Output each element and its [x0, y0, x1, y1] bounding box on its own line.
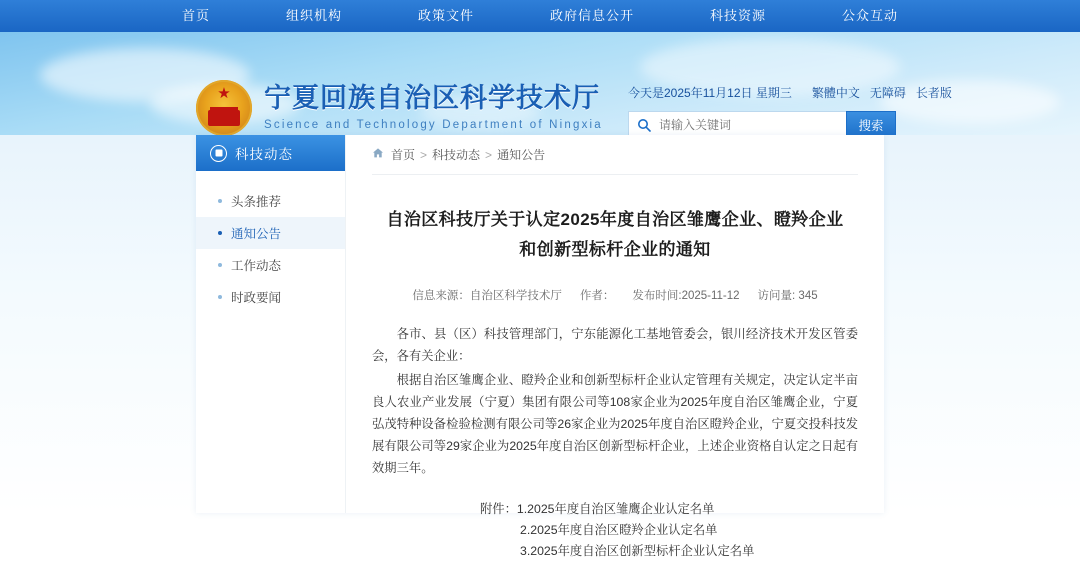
breadcrumb-separator: >: [485, 147, 493, 162]
article-paragraph: 根据自治区雏鹰企业、瞪羚企业和创新型标杆企业认定管理有关规定，决定认定半亩良人农业产业发展（宁夏）集团有限公司等108家企业为2025年度自治区雏鹰企业，宁夏弘茂特种设备检验检测有限公司等26家企业为2025年度自治区瞪羚企业，宁夏交投科技发展有限公司等29家企业为2025年度自治区创新型标杆企业，上述企业资格自认定之日起有效期三年。: [372, 373, 858, 475]
site-header: [0, 32, 1080, 135]
national-emblem-icon: [196, 80, 252, 136]
article-body: [372, 323, 858, 479]
attachment-row: [480, 541, 858, 562]
sidebar-item-label: 头条推荐: [231, 195, 282, 209]
compass-icon: [210, 145, 227, 162]
header-utility: [628, 84, 952, 139]
nav-item-resources[interactable]: 科技资源: [710, 8, 767, 23]
nav-item-policy[interactable]: 政策文件: [417, 8, 474, 23]
search-input[interactable]: [657, 117, 827, 133]
article-title-line-2: 和创新型标杆企业的通知: [519, 240, 711, 259]
nav-item-organization[interactable]: 组织机构: [285, 8, 342, 23]
attachment-link-3[interactable]: 3.2025年度自治区创新型标杆企业认定名单: [520, 544, 755, 558]
bullet-icon: [218, 231, 222, 235]
sidebar-header: [196, 135, 345, 171]
article-paragraph: 各市、县（区）科技管理部门，宁东能源化工基地管委会，银川经济技术开发区管委会，各有关企业：: [372, 327, 858, 363]
attachment-link-1[interactable]: 1.2025年度自治区雏鹰企业认定名单: [516, 502, 715, 516]
link-accessibility[interactable]: 无障碍: [869, 86, 906, 100]
bullet-icon: [218, 263, 222, 267]
nav-item-interaction[interactable]: 公众互动: [842, 8, 899, 23]
sidebar-item-label: 时政要闻: [231, 291, 282, 305]
attachments-label: 附件：: [480, 502, 517, 516]
home-icon: [372, 147, 384, 162]
content-card: [196, 135, 884, 558]
breadcrumb-item-home[interactable]: 首页: [391, 148, 416, 162]
article-views: 访问量: 345: [757, 290, 818, 302]
sidebar-header-label: 科技动态: [235, 147, 293, 162]
site-title-block: [264, 82, 603, 134]
bullet-icon: [218, 295, 222, 299]
article-attachments: [372, 499, 858, 562]
sidebar: [196, 135, 346, 513]
site-title-en: Science and Technology Department of Ningxia: [264, 119, 603, 131]
sidebar-item-label: 通知公告: [231, 227, 282, 241]
header-utility-line: [628, 84, 952, 101]
sidebar-list: [196, 171, 345, 313]
attachment-link-2[interactable]: 2.2025年度自治区瞪羚企业认定名单: [520, 523, 718, 537]
article-title: [372, 205, 858, 265]
sidebar-item-work-updates[interactable]: [196, 249, 345, 281]
bullet-icon: [218, 199, 222, 203]
breadcrumb: [372, 135, 858, 175]
sidebar-item-current-affairs[interactable]: [196, 281, 345, 313]
sidebar-item-label: 工作动态: [231, 259, 282, 273]
article-publish-time: 发布时间:2025-11-12: [632, 290, 740, 302]
article-title-line-1: 自治区科技厅关于认定2025年度自治区雏鹰企业、瞪羚企业: [386, 210, 844, 229]
article-source: 信息来源：自治区科学技术厅: [412, 290, 562, 302]
main-content: [346, 135, 884, 558]
breadcrumb-separator: >: [420, 147, 428, 162]
site-title-cn: 宁夏回族自治区科学技术厅: [264, 83, 600, 113]
breadcrumb-item-tech-news[interactable]: 科技动态: [432, 148, 481, 162]
sidebar-item-notices[interactable]: [196, 217, 345, 249]
top-navigation: [0, 0, 1080, 32]
attachment-row: [480, 520, 858, 541]
breadcrumb-item-notices[interactable]: 通知公告: [497, 148, 546, 162]
article-author: 作者：: [579, 290, 615, 302]
nav-item-home[interactable]: 首页: [181, 8, 210, 23]
nav-item-gov-info[interactable]: 政府信息公开: [550, 8, 635, 23]
site-logo[interactable]: [196, 80, 603, 136]
current-date-text: 今天是2025年11月12日 星期三: [628, 86, 792, 100]
search-button[interactable]: 搜索: [846, 111, 896, 139]
attachment-row: [480, 499, 858, 520]
sidebar-item-headline[interactable]: [196, 185, 345, 217]
search-icon: [637, 118, 651, 132]
link-elder-version[interactable]: 长者版: [915, 86, 952, 100]
article-meta: [372, 287, 858, 303]
link-traditional-chinese[interactable]: 繁體中文: [811, 86, 860, 100]
